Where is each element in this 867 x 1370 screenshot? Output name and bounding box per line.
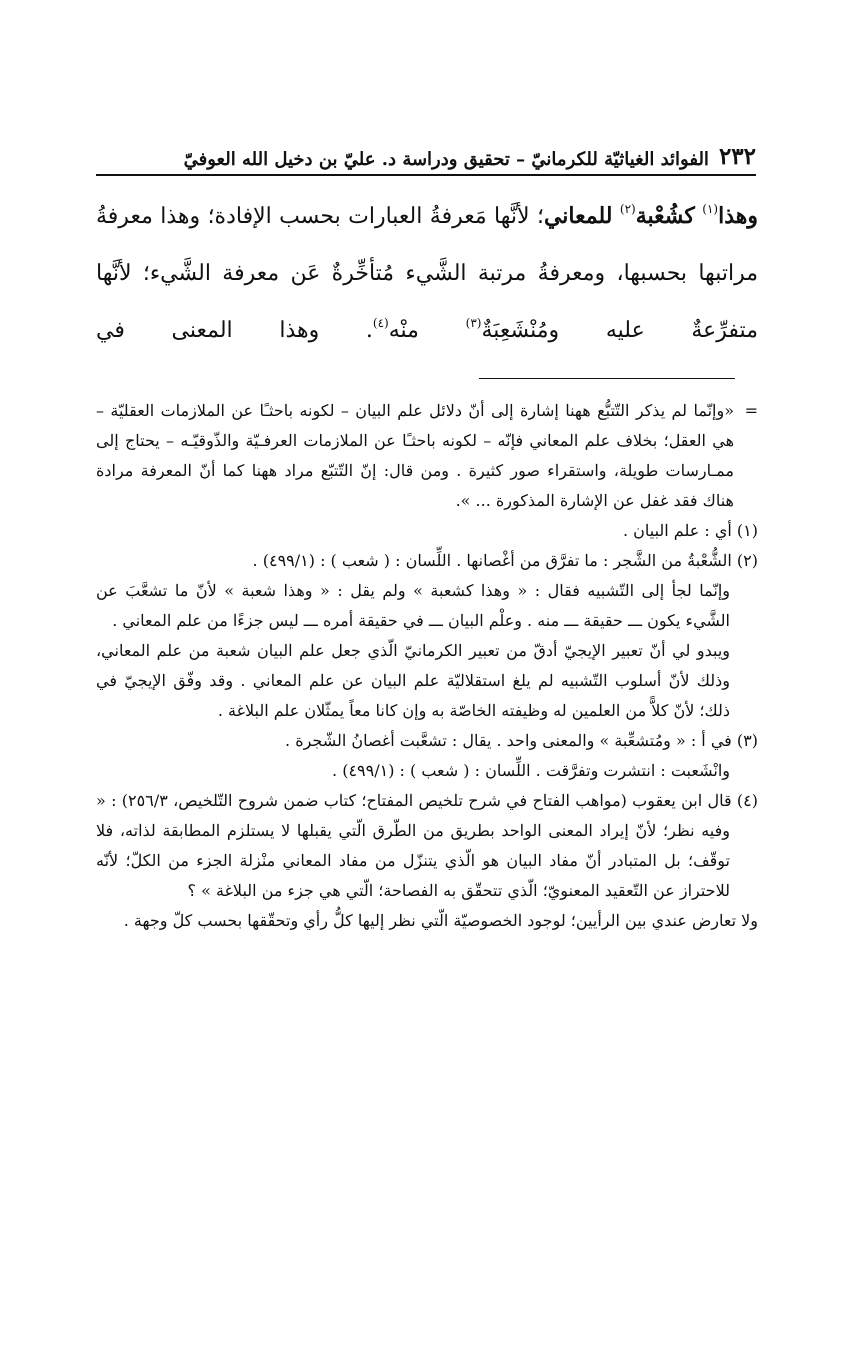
footnotes [96,396,758,936]
footnote-4: (٤) قال ابن يعقوب (مواهب الفتاح في شرح تلخيص المفتاح؛ كتاب ضمن شروح التّلخيص، ٢٥٦/٣) : « وفيه نظر؛ لأنّ إيراد المعنى الواحد بطريق من الطّرق الّتي يقبلها لا يستلزم المطابقة لذاته، فلا توقّف؛ بل المتبادر أنّ مفاد البيان هو الّذي يتنزّل من مفاد المعاني منْزلة الجزء من الكلّ؛ لأنّه للاحتراز عن التّعقيد المعنويّ؛ الّذي تتحقّق به الفصاحة؛ الّتي هي جزء من البلاغة » ؟ [96,791,759,900]
running-title: الفوائد الغياثيّة للكرمانيّ – تحقيق ودراسة د. عليّ بن دخيل الله العوفيّ [183,149,709,170]
footnote-ref-1: (١) [702,202,719,216]
main-text-segment: . وهذا المعنى في [96,318,373,343]
term-maani: للمعاني [543,203,613,229]
footnote-separator [479,378,735,379]
term-hadha: وهذا [718,203,758,229]
continuation-mark: = [744,401,758,420]
footnote-3-paragraph: وانْشَعبت : انتشرت وتفرَّقت . اللِّسان : ( شعب ) : (٤٩٩/١) . [332,761,730,780]
footnote-4-paragraph: ولا تعارض عندي بين الرأيين؛ لوجود الخصوصيّة الّتي نظر إليها كلُّ رأي وتحقّقها بحسب كلّ وجهة . [123,911,758,930]
main-text [96,188,758,359]
main-text-segment: منْه [388,318,419,343]
main-text-segment: ؛ لأنَّها مَعرفةُ العبارات بحسب الإفادة؛ وهذا معرفةُ مراتبها بحسبها، ومعرفةُ مرتبة الشَّيء مُتأخِّرةٌ عَن معرفة الشَّيء؛ لأنَّها متفرِّعةٌ عليه ومُنْشَعِبَةٌ [96,204,758,343]
footnote-3: (٣) في أ : « ومُتشعِّبة » والمعنى واحد . يقال : تشعَّبت أغصانُ الشّجرة . [285,731,758,750]
footnote-2-paragraph: وإنّما لجأ إلى التّشبيه فقال : « وهذا كشعبة » ولم يقل : « وهذا شعبة » لأنّ ما تشعَّبَ عن الشَّيء يكون ـــ حقيقة ـــ منه . وعلْم البيان ـــ في حقيقة أمره ـــ ليس جزءًا من علم المعاني . [96,581,730,630]
footnote-ref-3: (٣) [465,316,482,330]
footnote-ref-4: (٤) [372,316,389,330]
footnote-2: (٢) الشُّعْبةُ من الشَّجر : ما تفرَّق من أغْصانها . اللِّسان : ( شعب ) : (٤٩٩/١) . [252,551,758,570]
page-header [96,136,756,176]
footnote-1: (١) أي : علم البيان . [622,521,758,540]
page-number: ٢٣٢ [718,143,756,170]
main-paragraph [96,188,758,359]
footnote-ref-2: (٢) [619,202,636,216]
footnote-2-paragraph: ويبدو لي أنّ تعبير الإيجيّ أدقّ من تعبير الكرمانيّ الّذي جعل علم البيان شعبة من علم المعاني، وذلك لأنّ أسلوب التّشبيه لم يلغ استقلاليّة علم البيان عن علم المعاني . وقد وفّق الإيجيّ في ذلك؛ لأنّ كلاًّ من العلمين له وظيفته الخاصّة به وإن كانا معاً يمثّلان علم البلاغة . [96,641,730,720]
footnote-continuation-text: «وإنّما لم يذكر التّتبُّع ههنا إشارة إلى أنّ دلائل علم البيان – لكونه باحثـًا عن الملازمات العقليّة – هي العقل؛ بخلاف علم المعاني فإنّه – لكونه باحثـًا عن الملازمات العرفـيّة والذّوقيّـه – يحتاج إلى ممـارسات طويلة، واستقراء صور كثيرة . ومن قال: إنّ التّتبّع مراد ههنا كما أنّ المعرفة مرادة هناك فقد غفل عن الإشارة المذكورة ... ». [96,401,735,510]
term-shuba: كشُعْبة [635,203,695,229]
footnote-continuation [96,396,758,516]
